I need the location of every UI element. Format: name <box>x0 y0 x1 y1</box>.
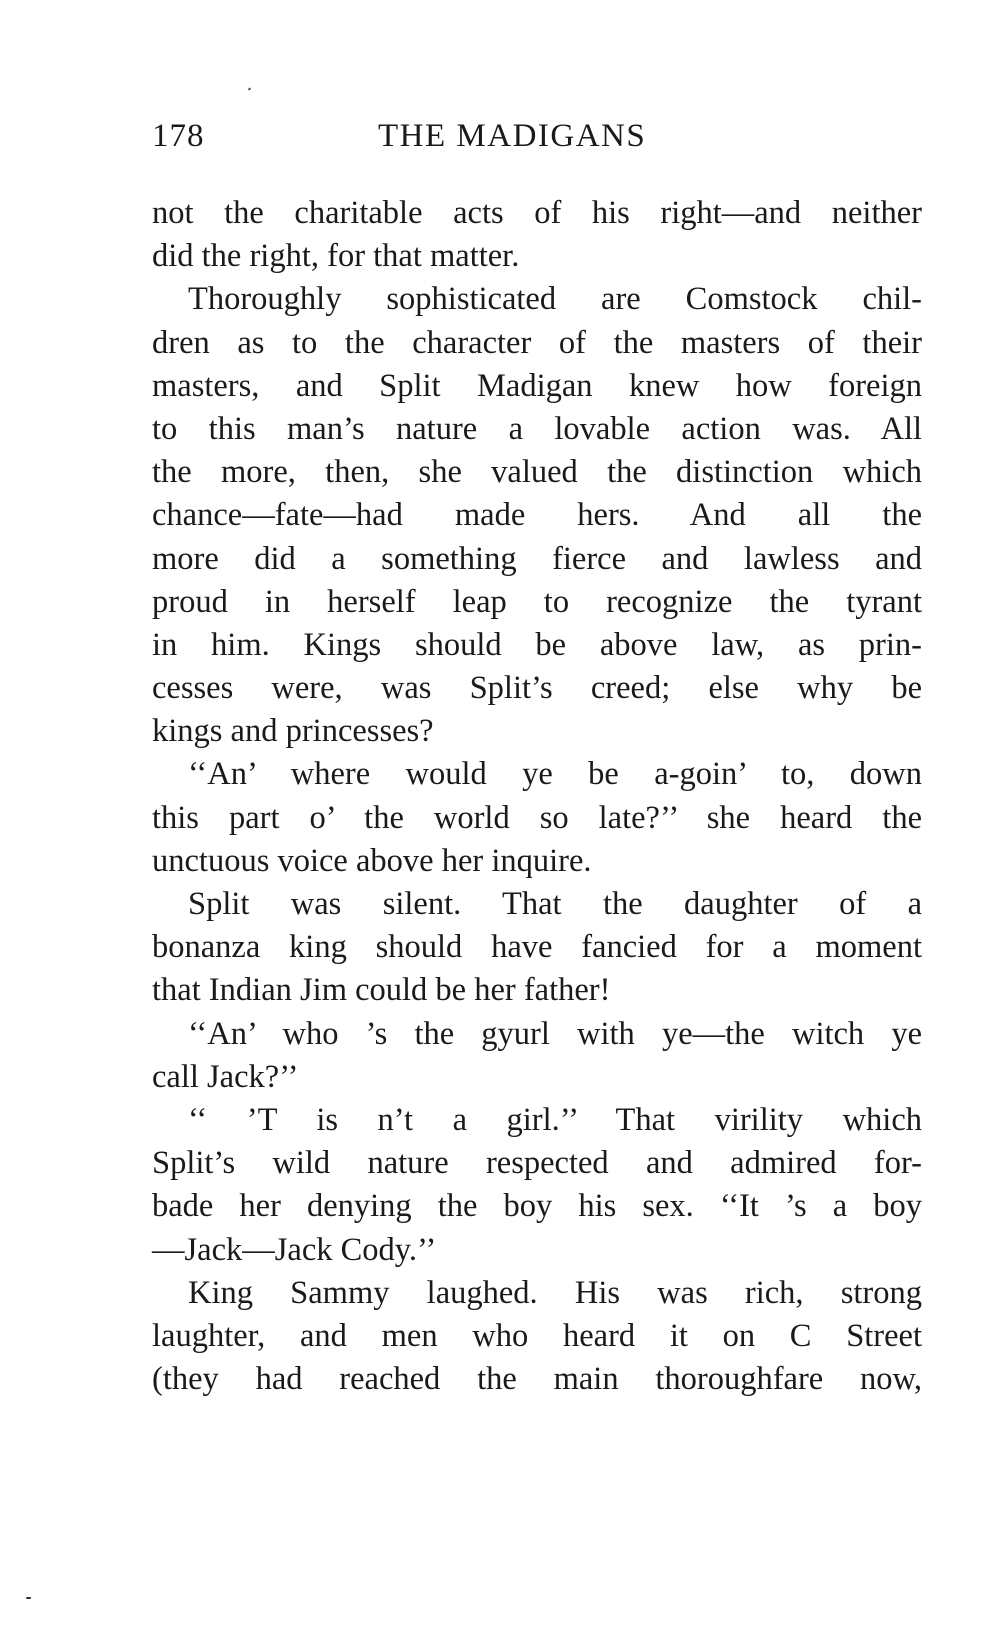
scan-speck <box>26 1597 31 1599</box>
text-line: did the right, for that matter. <box>152 238 520 275</box>
text-line: laughter, and men who heard it on C Street <box>152 1317 922 1354</box>
text-line: proud in herself leap to recognize the tyrant <box>152 583 922 620</box>
page-number: 178 <box>152 118 205 154</box>
text-line: not the charitable acts of his right—and neither <box>152 195 922 231</box>
text-line: the more, then, she valued the distinction which <box>152 454 922 491</box>
text-line: that Indian Jim could be her father! <box>152 972 611 1009</box>
text-line: ‘‘An’ who ’s the gyurl with ye—the witch ye <box>188 1015 922 1052</box>
text-line: (they had reached the main thoroughfare now, <box>152 1361 922 1398</box>
text-line: —Jack—Jack Cody.’’ <box>152 1231 437 1268</box>
text-line: kings and princesses? <box>152 713 434 750</box>
text-line: chance—fate—had made hers. And all the <box>152 497 922 534</box>
text-line: bade her denying the boy his sex. ‘‘It ’s a boy <box>152 1188 922 1225</box>
scan-speck <box>248 87 252 90</box>
text-line: ‘‘ ’T is n’t a girl.’’ That virility which <box>188 1101 922 1138</box>
body-text <box>152 192 922 1401</box>
text-line: unctuous voice above her inquire. <box>152 842 592 879</box>
text-line: Split was silent. That the daughter of a <box>188 886 922 922</box>
text-line: masters, and Split Madigan knew how foreign <box>152 367 922 404</box>
text-line: in him. Kings should be above law, as prin- <box>152 626 922 663</box>
text-line: Thoroughly sophisticated are Comstock chil- <box>188 281 922 318</box>
running-title: THE MADIGANS <box>378 118 647 154</box>
running-head <box>152 118 922 162</box>
text-line: dren as to the character of the masters of their <box>152 324 922 361</box>
text-line: Split’s wild nature respected and admired for- <box>152 1145 922 1182</box>
text-line: call Jack?’’ <box>152 1058 299 1095</box>
text-line: ‘‘An’ where would ye be a-goin’ to, down <box>188 756 922 793</box>
text-line: bonanza king should have fancied for a moment <box>152 929 922 966</box>
text-line: to this man’s nature a lovable action was. All <box>152 410 922 447</box>
text-line: more did a something fierce and lawless and <box>152 540 922 577</box>
text-line: cesses were, was Split’s creed; else why be <box>152 670 922 707</box>
text-line: this part o’ the world so late?’’ she heard the <box>152 799 922 836</box>
text-line: King Sammy laughed. His was rich, strong <box>188 1274 922 1311</box>
